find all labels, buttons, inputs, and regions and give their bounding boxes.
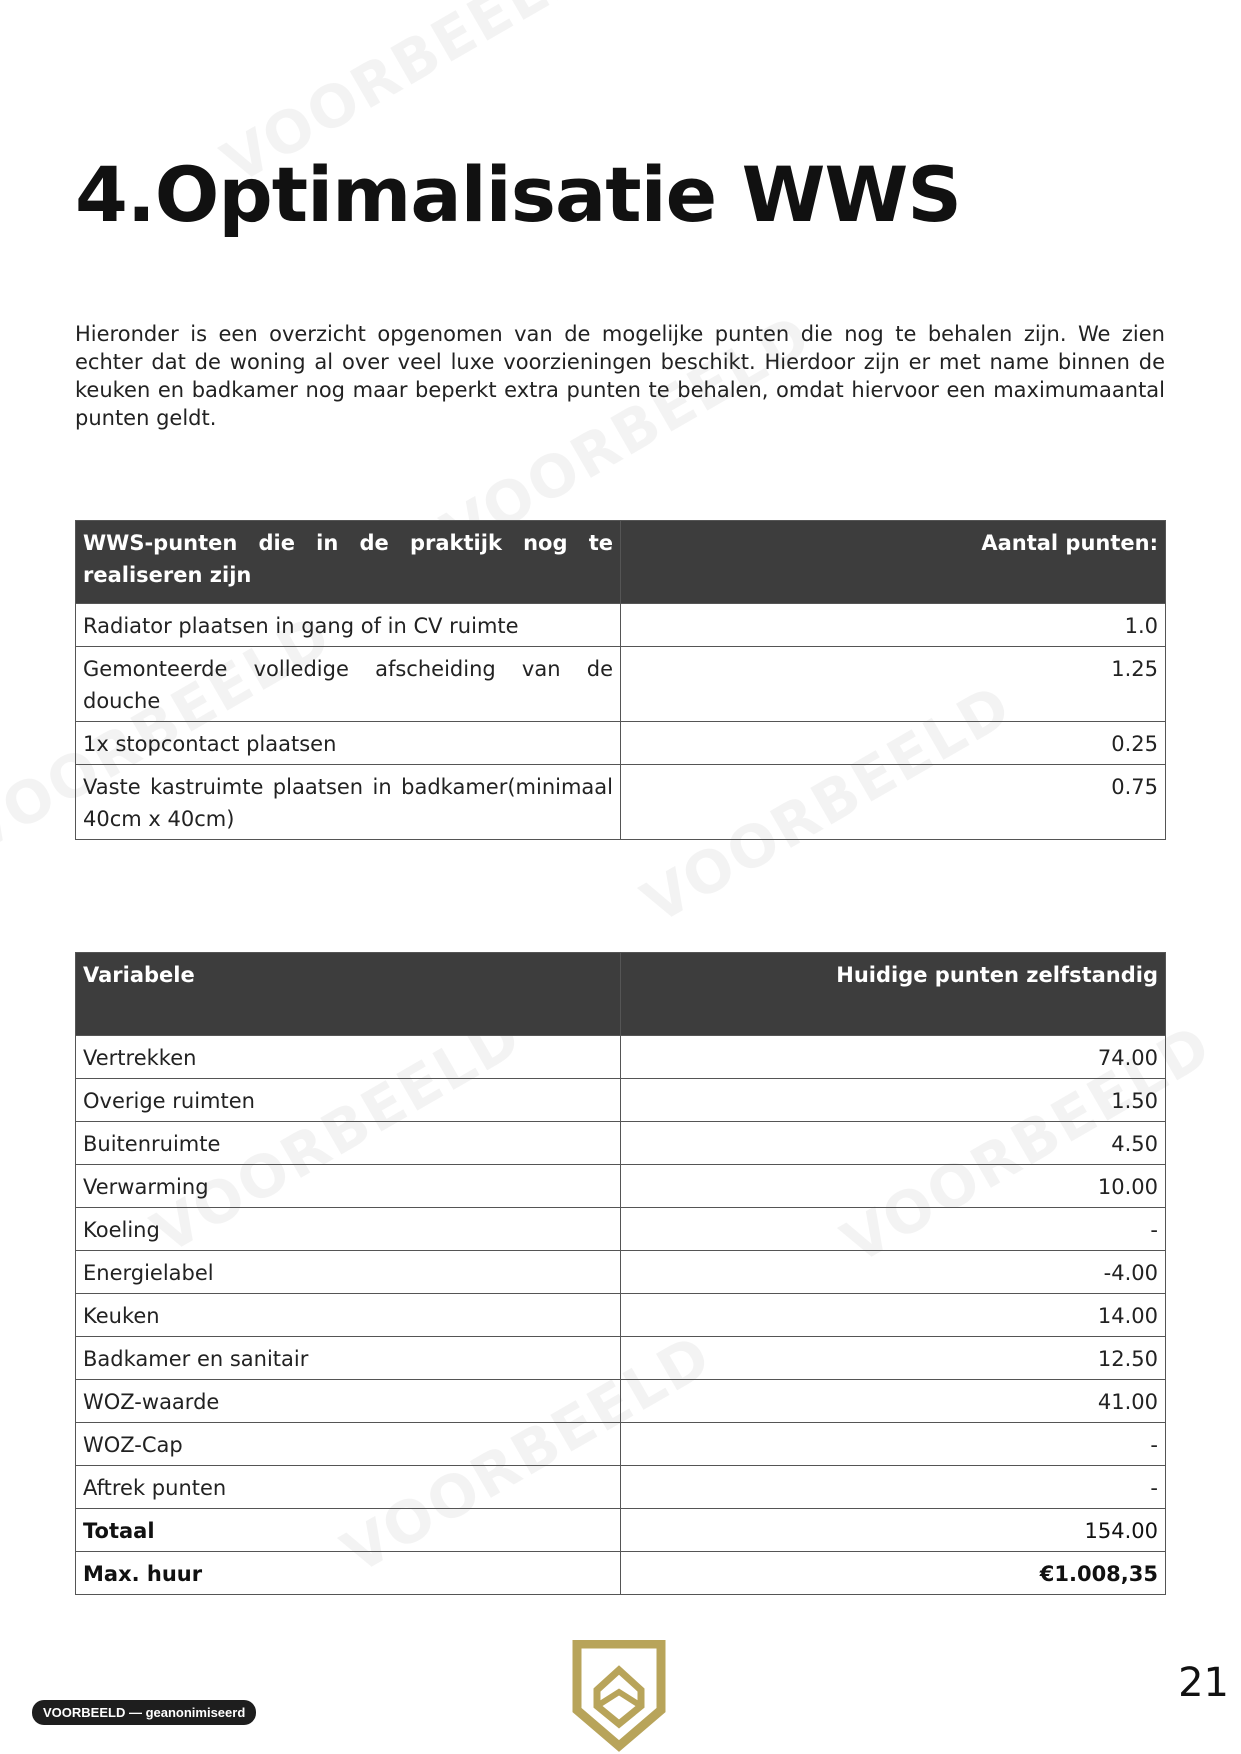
table-row bbox=[76, 1165, 1166, 1208]
row-label: Energielabel bbox=[76, 1251, 621, 1294]
page-title: 4.Optimalisatie WWS bbox=[75, 150, 962, 239]
row-value: 1.50 bbox=[621, 1079, 1166, 1122]
row-value: 74.00 bbox=[621, 1036, 1166, 1079]
table-row bbox=[76, 1466, 1166, 1509]
table-row bbox=[76, 765, 1166, 840]
current-points-table bbox=[75, 952, 1166, 1595]
row-value: -4.00 bbox=[621, 1251, 1166, 1294]
row-value: 12.50 bbox=[621, 1337, 1166, 1380]
row-label: Buitenruimte bbox=[76, 1122, 621, 1165]
table-row bbox=[76, 1294, 1166, 1337]
row-label: Vaste kastruimte plaatsen in badkamer(minimaal 40cm x 40cm) bbox=[76, 765, 621, 840]
table-row bbox=[76, 1122, 1166, 1165]
row-label: WOZ-Cap bbox=[76, 1423, 621, 1466]
table-row bbox=[76, 1423, 1166, 1466]
row-label: Aftrek punten bbox=[76, 1466, 621, 1509]
row-label: Overige ruimten bbox=[76, 1079, 621, 1122]
row-label: WOZ-waarde bbox=[76, 1380, 621, 1423]
max-rent-label: Max. huur bbox=[76, 1552, 621, 1595]
row-value: 1.25 bbox=[621, 647, 1166, 722]
column-header-variable: Variabele bbox=[76, 953, 621, 1036]
table-row bbox=[76, 722, 1166, 765]
table-row bbox=[76, 1208, 1166, 1251]
row-value: - bbox=[621, 1466, 1166, 1509]
row-value: 14.00 bbox=[621, 1294, 1166, 1337]
page-number: 21 bbox=[1178, 1660, 1229, 1706]
table-row bbox=[76, 647, 1166, 722]
row-label: Verwarming bbox=[76, 1165, 621, 1208]
row-value: 10.00 bbox=[621, 1165, 1166, 1208]
column-header-improvement: WWS-punten die in de praktijk nog te realiseren zijn bbox=[76, 521, 621, 604]
table-row bbox=[76, 1079, 1166, 1122]
table-header-row bbox=[76, 953, 1166, 1036]
row-label: Gemonteerde volledige afscheiding van de douche bbox=[76, 647, 621, 722]
row-value: - bbox=[621, 1208, 1166, 1251]
row-value: 4.50 bbox=[621, 1122, 1166, 1165]
row-value: 0.25 bbox=[621, 722, 1166, 765]
intro-paragraph: Hieronder is een overzicht opgenomen van de mogelijke punten die nog te behalen zijn. We zien echter dat de woning al over veel luxe voorzieningen beschikt. Hierdoor zijn er met name binnen de keuken en badkamer nog maar beperkt extra punten te behalen, omdat hiervoor een maximumaantal punten geldt. bbox=[75, 322, 1165, 430]
total-row bbox=[76, 1509, 1166, 1552]
row-label: Radiator plaatsen in gang of in CV ruimte bbox=[76, 604, 621, 647]
wws-improvements-table bbox=[75, 520, 1166, 840]
row-label: Koeling bbox=[76, 1208, 621, 1251]
anonymized-badge: VOORBEELD — geanonimiseerd bbox=[32, 1700, 256, 1725]
max-rent-row bbox=[76, 1552, 1166, 1595]
row-label: 1x stopcontact plaatsen bbox=[76, 722, 621, 765]
table-row bbox=[76, 1380, 1166, 1423]
table-row bbox=[76, 1251, 1166, 1294]
row-value: 0.75 bbox=[621, 765, 1166, 840]
row-value: 1.0 bbox=[621, 604, 1166, 647]
row-value: 41.00 bbox=[621, 1380, 1166, 1423]
table-row bbox=[76, 1036, 1166, 1079]
total-label: Totaal bbox=[76, 1509, 621, 1552]
table-row bbox=[76, 604, 1166, 647]
max-rent-value: €1.008,35 bbox=[621, 1552, 1166, 1595]
row-label: Vertrekken bbox=[76, 1036, 621, 1079]
row-value: - bbox=[621, 1423, 1166, 1466]
shield-logo-icon bbox=[571, 1640, 667, 1752]
total-value: 154.00 bbox=[621, 1509, 1166, 1552]
column-header-current-points: Huidige punten zelfstandig bbox=[621, 953, 1166, 1036]
row-label: Badkamer en sanitair bbox=[76, 1337, 621, 1380]
table-header-row bbox=[76, 521, 1166, 604]
table-row bbox=[76, 1337, 1166, 1380]
row-label: Keuken bbox=[76, 1294, 621, 1337]
column-header-points: Aantal punten: bbox=[621, 521, 1166, 604]
